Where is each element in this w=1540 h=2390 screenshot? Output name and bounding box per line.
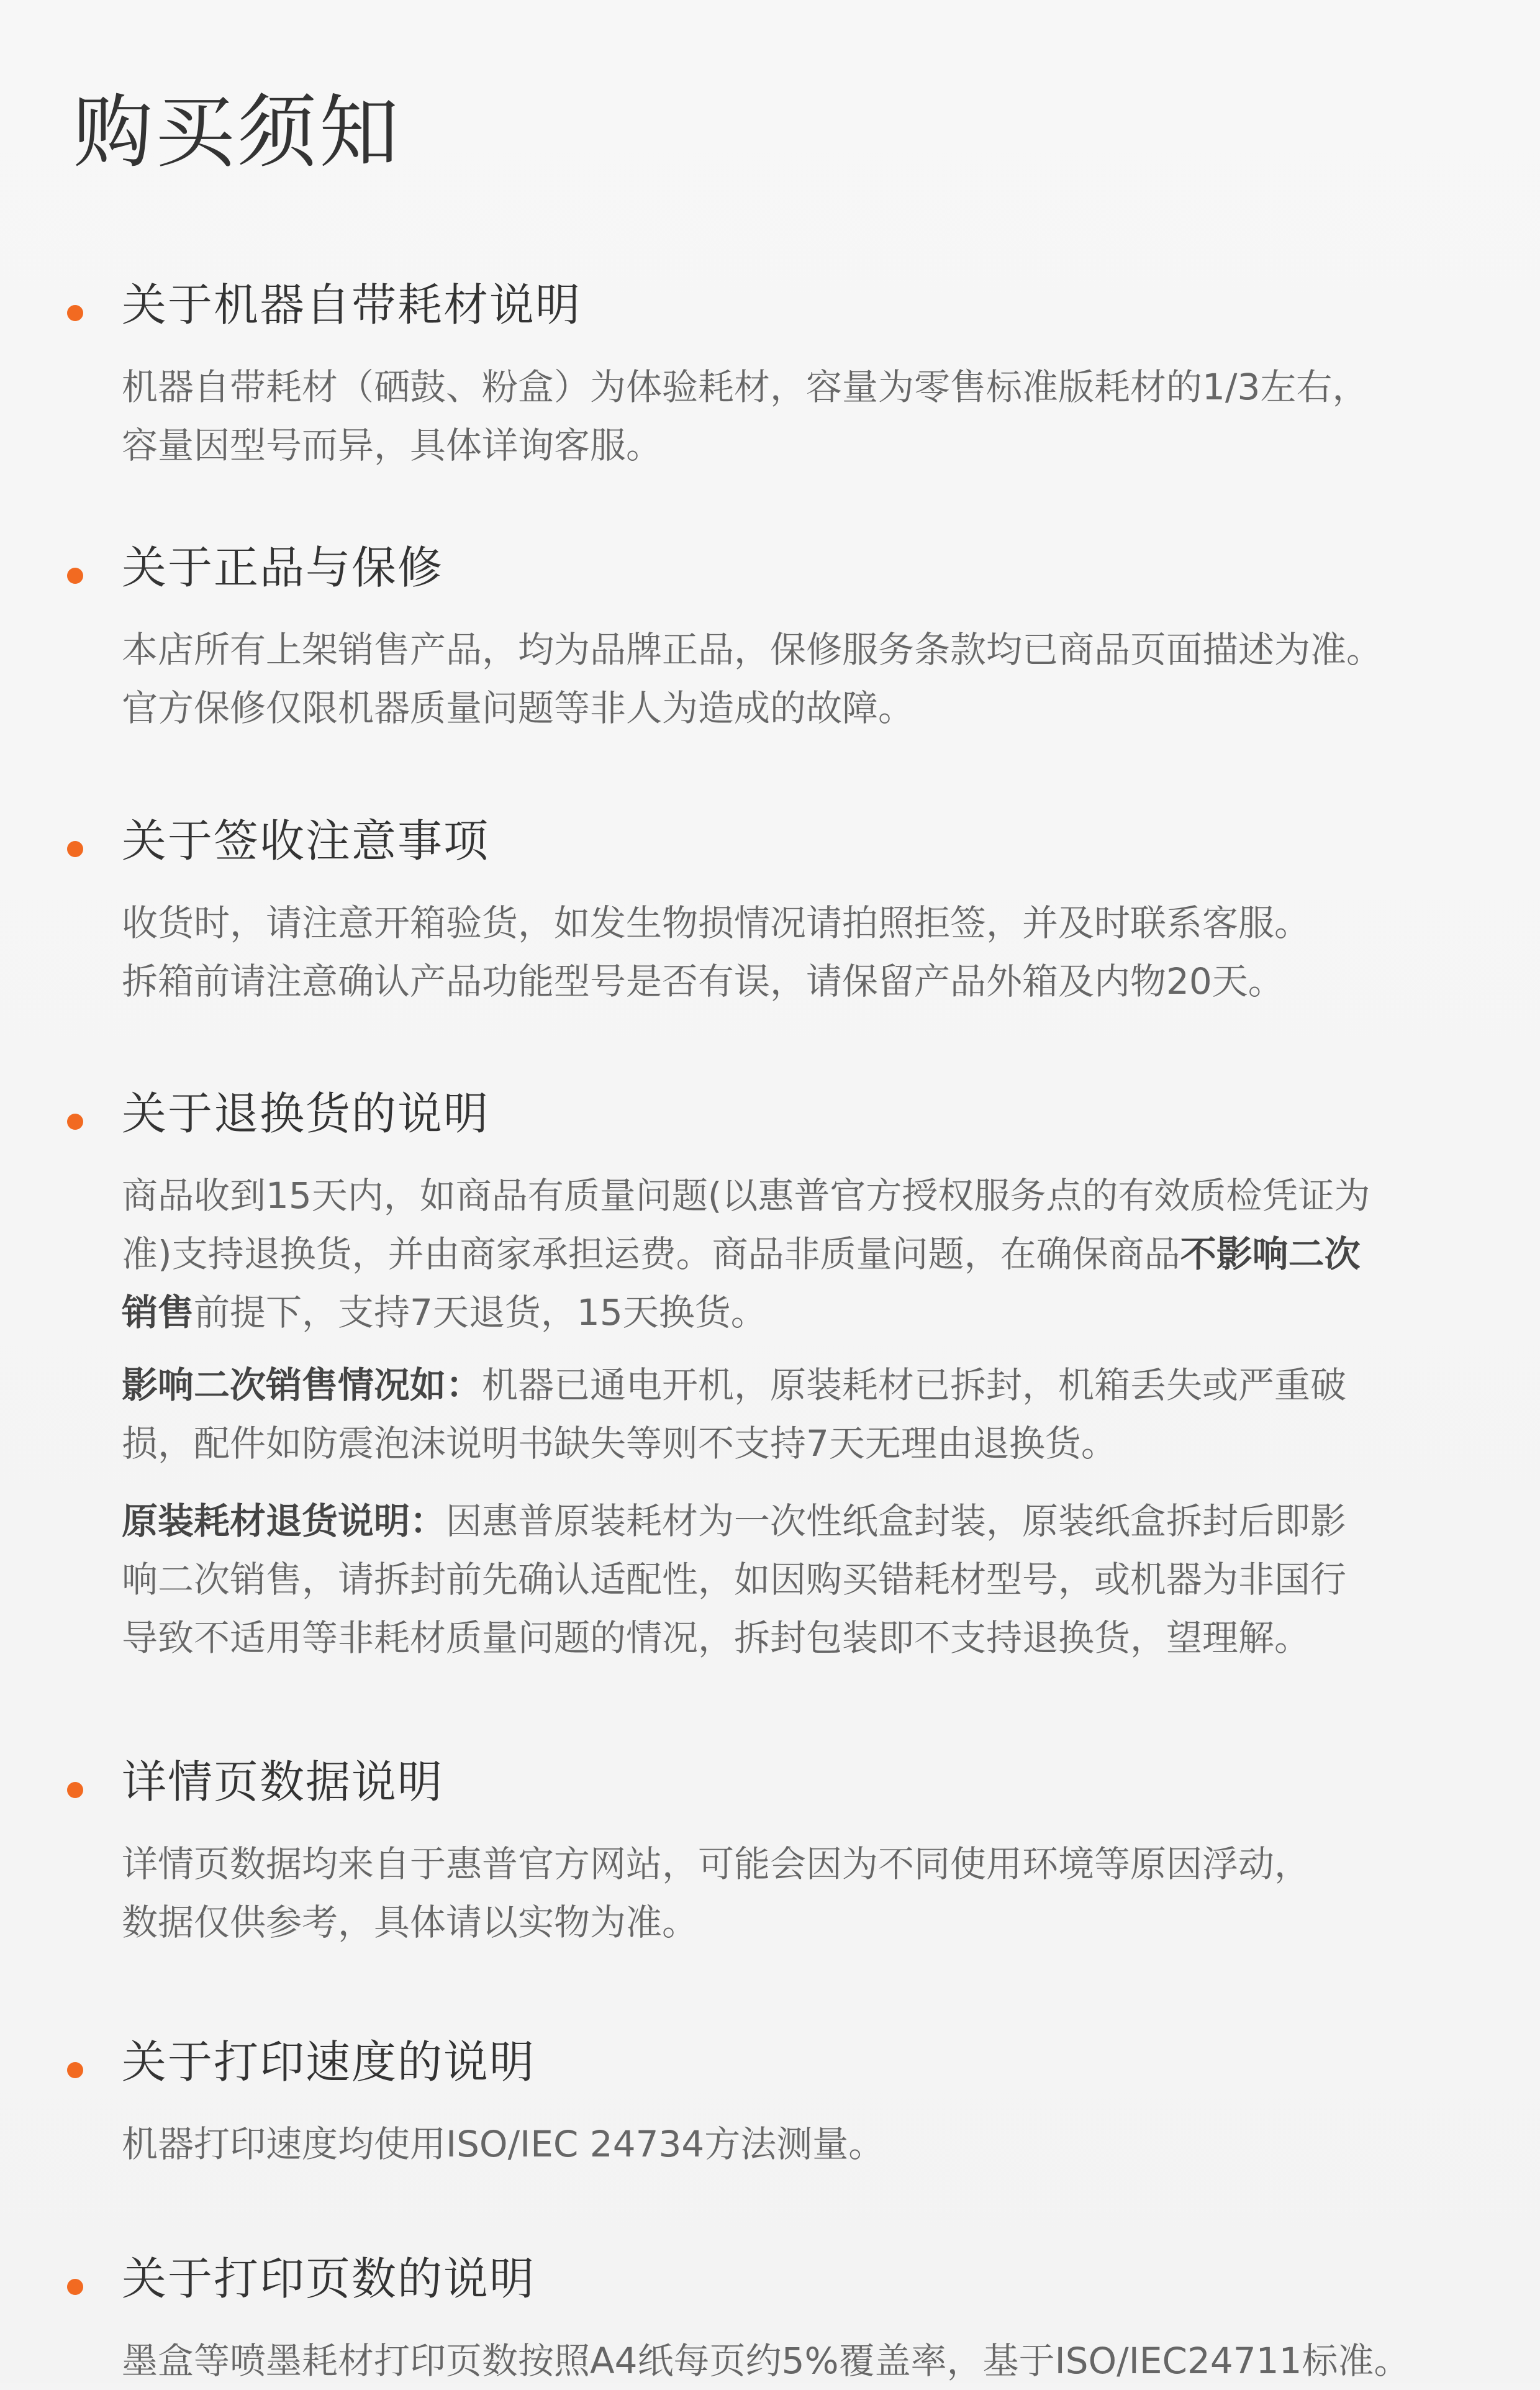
body-line: 数据仅供参考，具体请以实物为准。 <box>122 1901 699 1943</box>
body-line: 官方保修仅限机器质量问题等非人为造成的故障。 <box>122 687 915 729</box>
section-print-speed <box>67 2036 1477 2176</box>
body-line: 收货时，请注意开箱验货，如发生物损情况请拍照拒签，并及时联系客服。 <box>122 902 1311 944</box>
body-line: 响二次销售，请拆封前先确认适配性，如因购买错耗材型号，或机器为非国行 <box>122 1558 1347 1601</box>
body-line: 本店所有上架销售产品，均为品牌正品，保修服务条款均已商品页面描述为准。 <box>122 629 1383 671</box>
orange-bullet-icon <box>67 568 83 584</box>
section-body <box>122 2332 1410 2390</box>
section-body <box>122 1835 1310 1952</box>
body-line <box>122 1283 1370 1342</box>
body-line <box>122 1225 1370 1283</box>
orange-bullet-icon <box>67 2279 83 2295</box>
section-heading: 关于打印页数的说明 <box>122 2253 536 2305</box>
emphasis-text: 销售 <box>122 1291 194 1334</box>
body-text: 机器已通电开机，原装耗材已拆封，机箱丢失或严重破 <box>482 1364 1347 1406</box>
section-returns-exchanges <box>67 1088 1477 1675</box>
body-text: 准)支持退换货，并由商家承担运费。商品非质量问题，在确保商品 <box>122 1233 1180 1275</box>
section-heading: 关于打印速度的说明 <box>122 2036 536 2088</box>
section-body <box>122 358 1368 475</box>
paragraph-label: 影响二次销售情况如： <box>122 1364 482 1406</box>
body-text: 因惠普原装耗材为一次性纸盒封装，原装纸盒拆封后即影 <box>446 1500 1347 1542</box>
body-line: 墨盒等喷墨耗材打印页数按照A4纸每页约5%覆盖率，基于ISO/IEC24711标准。 <box>122 2340 1410 2382</box>
body-line <box>122 1492 1346 1550</box>
paragraph-label: 原装耗材退货说明： <box>122 1500 446 1542</box>
section-authentic-warranty <box>67 542 1477 732</box>
section-heading: 关于机器自带耗材说明 <box>122 279 582 331</box>
body-text: 前提下，支持7天退货，15天换货。 <box>194 1291 767 1334</box>
section-heading: 关于正品与保修 <box>122 542 444 594</box>
orange-bullet-icon <box>67 305 83 321</box>
section-heading: 关于签收注意事项 <box>122 815 490 867</box>
body-line <box>122 1356 1346 1414</box>
body-line: 机器自带耗材（硒鼓、粉盒）为体验耗材，容量为零售标准版耗材的1/3左右， <box>122 366 1369 408</box>
orange-bullet-icon <box>67 841 83 857</box>
section-body <box>122 620 1382 737</box>
orange-bullet-icon <box>67 2062 83 2078</box>
body-line: 商品收到15天内，如商品有质量问题(以惠普官方授权服务点的有效质检凭证为 <box>122 1175 1370 1217</box>
consumable-return-paragraph <box>122 1492 1346 1667</box>
emphasis-text: 不影响二次 <box>1180 1233 1361 1275</box>
section-delivery-notes <box>67 815 1477 1005</box>
body-line: 容量因型号而异，具体详询客服。 <box>122 424 663 466</box>
secondary-sale-paragraph <box>122 1356 1346 1473</box>
section-body <box>122 894 1310 1011</box>
section-heading: 关于退换货的说明 <box>122 1088 490 1140</box>
orange-bullet-icon <box>67 1782 83 1798</box>
body-line: 机器打印速度均使用ISO/IEC 24734方法测量。 <box>122 2123 885 2165</box>
body-line: 导致不适用等非耗材质量问题的情况，拆封包装即不支持退换货，望理解。 <box>122 1617 1311 1659</box>
section-built-in-consumables <box>67 279 1477 469</box>
orange-bullet-icon <box>67 1114 83 1130</box>
section-page-yield <box>67 2253 1477 2382</box>
section-heading: 详情页数据说明 <box>122 1756 444 1808</box>
body-line: 损，配件如防震泡沫说明书缺失等则不支持7天无理由退换货。 <box>122 1422 1117 1465</box>
section-product-data <box>67 1756 1477 1946</box>
section-body <box>122 2115 884 2173</box>
body-line: 详情页数据均来自于惠普官方网站，可能会因为不同使用环境等原因浮动， <box>122 1843 1311 1885</box>
return-policy-paragraph <box>122 1166 1370 1342</box>
page-title: 购买须知 <box>73 86 402 179</box>
body-line: 拆箱前请注意确认产品功能型号是否有误，请保留产品外箱及内物20天。 <box>122 960 1284 1002</box>
